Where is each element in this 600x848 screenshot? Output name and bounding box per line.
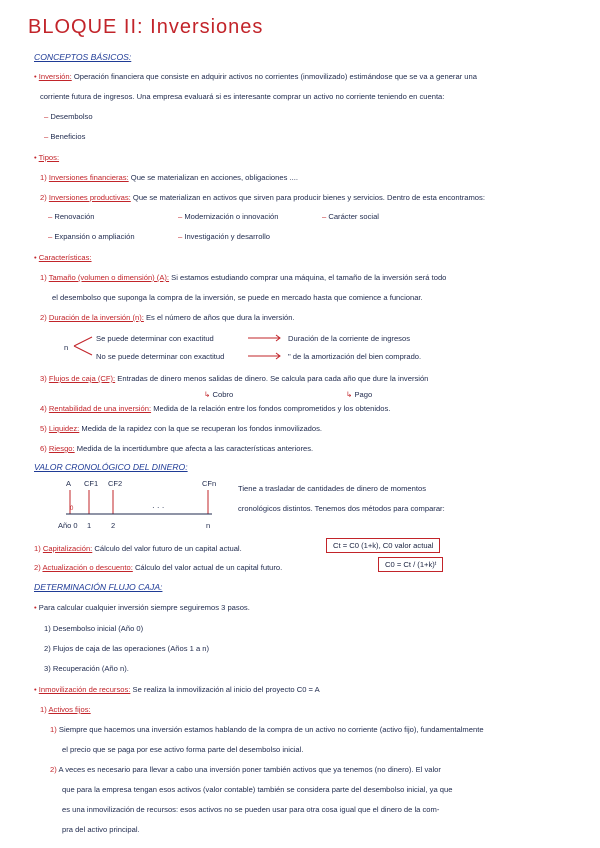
list-item: – Beneficios — [44, 132, 86, 141]
fijos-2-line-2: que para la empresa tengan esos activos (valor contable) también se considera parte del desembolso inicial, ya que — [62, 785, 453, 794]
list-item: – Modernización o innovación — [178, 212, 279, 221]
duracion-exacta: Se puede determinar con exactitud — [96, 334, 214, 343]
heading-conceptos: CONCEPTOS BÁSICOS: — [34, 52, 132, 62]
valor-desc-2: cronológicos distintos. Tenemos dos métodos para comparar: — [238, 504, 445, 513]
flujo-intro: • Para calcular cualquier inversión siempre seguiremos 3 pasos. — [34, 603, 250, 612]
cobro-label: ↳ Cobro — [204, 390, 234, 399]
brace-arrows-icon — [72, 334, 96, 358]
caracteristica-tamano: 1) Tamaño (volumen o dimensión) (A): Si estamos estudiando comprar una máquina, el tamaño de la inversión será todo — [40, 273, 447, 282]
page-title: BLOQUE II: Inversiones — [28, 16, 264, 38]
list-item: 2) Flujos de caja de las operaciones (Años 1 a n) — [44, 644, 210, 653]
formula-capitalizacion: Ct = C0 (1+k), C0 valor actual — [326, 538, 440, 553]
fijos-2-line-1: 2) A veces es necesario para llevar a cabo una inversión poner también activos que ya tenemos (no dinero). El valor — [50, 765, 441, 774]
tl-dots: · · · — [152, 503, 165, 512]
inversion-line-1 — [34, 72, 477, 81]
caracteristica-rentabilidad: 4) Rentabilidad de una inversión: Medida de la relación entre los fondos comprometidos y los obtenidos. — [40, 404, 391, 413]
tipo-financieras: 1) Inversiones financieras: Que se materializan en acciones, obligaciones .... — [40, 173, 298, 182]
tl-sub-label: 0 — [70, 506, 74, 512]
tipo-productivas: 2) Inversiones productivas: Que se materializan en activos que sirven para producir bienes y servicios. Dentro de esta encontramos: — [40, 193, 485, 202]
activos-fijos: 1) Activos fijos: — [40, 705, 91, 714]
bullet-icon: • — [34, 72, 37, 81]
heading-tipos: • Tipos: — [34, 153, 60, 162]
duracion-resultado-a: Duración de la corriente de ingresos — [288, 334, 410, 343]
heading-caracteristicas: • Características: — [34, 253, 92, 262]
tl-top-label: A — [66, 479, 72, 488]
list-item: 3) Recuperación (Año n). — [44, 664, 129, 673]
fijos-2-line-3: es una inmovilización de recursos: esos activos no se pueden usar para otra cosa igual que el dinero de la com- — [62, 805, 440, 814]
formula-actualizacion: C0 = Ct / (1+k)ᵗ — [378, 557, 443, 572]
heading-flujo-caja: DETERMINACIÓN FLUJO CAJA: — [34, 582, 163, 592]
tl-bottom-label: 1 — [87, 521, 92, 530]
duracion-resultado-b: " de la amortización del bien comprado. — [288, 352, 422, 361]
pago-label: ↳ Pago — [346, 390, 373, 399]
inversion-text-2: corriente futura de ingresos. Una empresa evaluará si es interesante comprar un activo no corriente teniendo en cuenta: — [40, 92, 445, 101]
duracion-no-exacta: No se puede determinar con exactitud — [96, 352, 225, 361]
caracteristica-tamano-2: el desembolso que suponga la compra de la inversión, se puede en mercado hasta que comience a funcionar. — [52, 293, 423, 302]
tl-bottom-label: n — [206, 521, 211, 530]
list-item: – Renovación — [48, 212, 95, 221]
inversion-label: Inversión: — [38, 72, 72, 81]
list-item: – Desembolso — [44, 112, 93, 121]
n-label: n — [64, 343, 69, 352]
valor-desc-1: Tiene a trasladar de cantidades de dinero de momentos — [238, 484, 426, 493]
tl-top-label: CF2 — [108, 479, 123, 488]
tl-top-label: CFn — [202, 479, 217, 488]
metodo-actualizacion: 2) Actualización o descuento: Cálculo del valor actual de un capital futuro. — [34, 563, 283, 572]
list-item: – Carácter social — [322, 212, 379, 221]
tl-bottom-label: Año 0 — [58, 521, 78, 530]
list-item: 1) Desembolso inicial (Año 0) — [44, 624, 144, 633]
tl-top-label: CF1 — [84, 479, 99, 488]
caracteristica-liquidez: 5) Liquidez: Medida de la rapidez con la que se recuperan los fondos inmovilizados. — [40, 424, 323, 433]
inversion-text-1: Operación financiera que consiste en adquirir activos no corrientes (inmovilizado) estimándose que se va a generar una — [73, 72, 477, 81]
fijos-1-line-2: el precio que se paga por ese activo forma parte del desembolso inicial. — [62, 745, 304, 754]
metodo-capitalizacion: 1) Capitalización: Cálculo del valor futuro de un capital actual. — [34, 544, 242, 553]
arrow-right-icon — [246, 332, 286, 362]
inmovilizacion: • Inmovilización de recursos: Se realiza la inmovilización al inicio del proyecto C0 = A — [34, 685, 320, 694]
heading-valor-cronologico: VALOR CRONOLÓGICO DEL DINERO: — [34, 462, 188, 472]
cash-flow-timeline — [30, 472, 230, 542]
caracteristica-flujos: 3) Flujos de caja (CF): Entradas de dinero menos salidas de dinero. Se calcula para cada año que dure la inversión — [40, 374, 429, 383]
caracteristica-riesgo: 6) Riesgo: Medida de la incertidumbre que afecta a las características anteriores. — [40, 444, 314, 453]
fijos-2-line-4: pra del activo principal. — [62, 825, 140, 834]
fijos-1-line-1: 1) Siempre que hacemos una inversión estamos hablando de la compra de un activo no corriente (activo fijo), fundamentalmente — [50, 725, 484, 734]
list-item: – Expansión o ampliación — [48, 232, 135, 241]
list-item: – Investigación y desarrollo — [178, 232, 271, 241]
tl-bottom-label: 2 — [111, 521, 116, 530]
caracteristica-duracion: 2) Duración de la inversión (n): Es el número de años que dura la inversión. — [40, 313, 295, 322]
